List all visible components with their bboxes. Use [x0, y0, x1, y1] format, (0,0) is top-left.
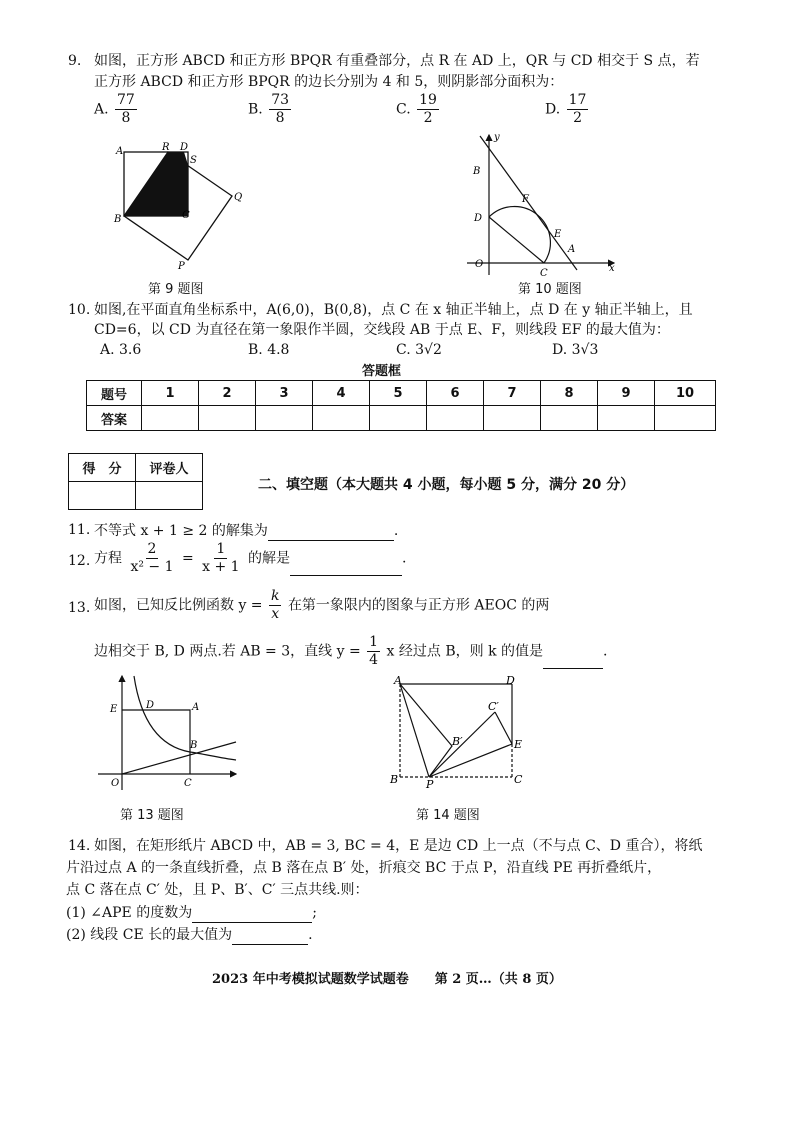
- q11-answer-blank[interactable]: [268, 520, 394, 541]
- q9-option-d: D. $\frac{17}{2}$: [545, 92, 587, 126]
- q13-line1: 如图，已知反比例函数 y = $\frac{k}{x}$ 在第一象限内的图象与正方形 AEOC 的两: [94, 588, 550, 622]
- q10-label-c: C: [540, 268, 548, 278]
- answer-cell[interactable]: [541, 406, 598, 431]
- q13-line2: 边相交于 B, D 两点.若 AB = 3，直线 y = $\frac{1}{4}$ x 经过点 B，则 k 的值是 .: [94, 634, 608, 668]
- q14-label-p: P: [426, 778, 434, 790]
- q14-sub2-answer-blank[interactable]: [232, 924, 308, 945]
- q14-text-line3: 点 C 落在点 C′ 处，且 P、B′、C′ 三点共线.则：: [66, 882, 369, 898]
- q14-label-d: D: [506, 674, 515, 687]
- q13-figure: [96, 672, 241, 794]
- q14-figure: [388, 672, 534, 790]
- answer-box-title: 答题框: [362, 364, 402, 379]
- answer-box-row-label-answer: 答案: [87, 406, 142, 431]
- q9-label-q: Q: [234, 192, 243, 203]
- q14-sub1: (1) ∠APE 的度数为 ;: [66, 902, 317, 923]
- answer-box-number-6: 6: [427, 381, 484, 406]
- q9-caption: 第 9 题图: [148, 282, 204, 297]
- answer-box-number-1: 1: [142, 381, 199, 406]
- q9-label-a: A: [116, 146, 124, 157]
- q10-text-line1: 如图,在平面直角坐标系中，A(6,0)，B(0,8)，点 C 在 x 轴正半轴上，点 D 在 y 轴正半轴上，且: [94, 302, 693, 318]
- q9-label-p: P: [178, 261, 185, 272]
- q14-text-line1: 如图，在矩形纸片 ABCD 中，AB = 3, BC = 4，E 是边 CD 上一点（不与点 C、D 重合），将纸: [94, 838, 703, 854]
- answer-box-number-5: 5: [370, 381, 427, 406]
- q14-caption: 第 14 题图: [416, 808, 480, 823]
- q9-text-line2: 正方形 ABCD 和正方形 BPQR 的边长分别为 4 和 5，则阴影部分面积为：: [94, 74, 564, 90]
- q13-label-e: E: [110, 704, 118, 715]
- q11-text: 不等式 x + 1 ≥ 2 的解集为: [94, 523, 268, 539]
- q14-label-c: C: [514, 773, 523, 786]
- q10-option-c: C. 3√2: [396, 342, 442, 358]
- q13-label-b: B: [190, 740, 198, 751]
- q10-caption: 第 10 题图: [518, 282, 582, 297]
- grader-cell[interactable]: [136, 482, 203, 510]
- section2-title: 二、填空题（本大题共 4 小题，每小题 5 分，满分 20 分）: [258, 477, 635, 493]
- answer-box-number-3: 3: [256, 381, 313, 406]
- q10-label-y: y: [494, 132, 500, 143]
- q13-label-a: A: [192, 702, 200, 713]
- q13-label-c: C: [184, 778, 192, 789]
- score-box: [68, 453, 203, 510]
- q9-label-b: B: [114, 214, 122, 225]
- q10-label-e: E: [554, 229, 562, 240]
- answer-box-number-7: 7: [484, 381, 541, 406]
- q11-number: 11.: [68, 522, 91, 538]
- score-cell[interactable]: [69, 482, 136, 510]
- q9-text-line1: 如图，正方形 ABCD 和正方形 BPQR 有重叠部分，点 R 在 AD 上，QR 与 CD 相交于 S 点，若: [94, 53, 700, 69]
- q10-text-line2: CD=6，以 CD 为直径在第一象限作半圆，交线段 AB 于点 E、F，则线段 EF 的最大值为：: [94, 322, 670, 338]
- q10-label-f: F: [522, 194, 529, 205]
- answer-cell[interactable]: [427, 406, 484, 431]
- q10-number: 10.: [68, 302, 91, 318]
- score-label: 得 分: [69, 454, 136, 482]
- q13-number: 13.: [68, 600, 91, 616]
- q14-number: 14.: [68, 838, 91, 854]
- q13-caption: 第 13 题图: [120, 808, 184, 823]
- q10-label-b: B: [473, 166, 481, 177]
- q9-figure: [110, 138, 250, 273]
- q9-label-s: S: [190, 155, 197, 166]
- q11-line: 不等式 x + 1 ≥ 2 的解集为 .: [94, 520, 398, 541]
- answer-box-number-8: 8: [541, 381, 598, 406]
- q9-label-c: C: [182, 210, 190, 221]
- q12-number: 12.: [68, 553, 91, 569]
- grader-label: 评卷人: [136, 454, 203, 482]
- answer-box-number-4: 4: [313, 381, 370, 406]
- q9-label-r: R: [162, 142, 170, 153]
- q14-label-b: B: [390, 773, 399, 786]
- q10-option-d: D. 3√3: [552, 342, 599, 358]
- q10-label-a: A: [568, 244, 576, 255]
- answer-cell[interactable]: [199, 406, 256, 431]
- q10-label-x: x: [609, 263, 615, 274]
- q13-answer-blank[interactable]: [543, 648, 603, 669]
- q14-label-b-prime: B′: [452, 735, 463, 748]
- q9-number: 9.: [68, 53, 82, 69]
- q10-option-b: B. 4.8: [248, 342, 290, 358]
- q9-label-d: D: [180, 142, 189, 153]
- q12-line: 方程 $\frac{2}{\text{x² − 1}}$ = $\frac{1}{x + 1}$ 的解是 .: [94, 541, 407, 575]
- q14-sub1-answer-blank[interactable]: [192, 902, 312, 923]
- q12-answer-blank[interactable]: [290, 555, 402, 576]
- answer-cell[interactable]: [142, 406, 199, 431]
- answer-cell[interactable]: [484, 406, 541, 431]
- q10-option-a: A. 3.6: [100, 342, 142, 358]
- q14-label-e: E: [514, 738, 523, 751]
- q13-label-d: D: [146, 700, 155, 711]
- q14-text-line2: 片沿过点 A 的一条直线折叠，点 B 落在点 B′ 处，折痕交 BC 于点 P，沿直线 PE 再折叠纸片，: [66, 860, 662, 876]
- q10-figure: [462, 130, 622, 278]
- answer-box-row-label-number: 题号: [87, 381, 142, 406]
- answer-cell[interactable]: [655, 406, 716, 431]
- q13-label-o: O: [111, 778, 120, 789]
- answer-box-table: [86, 380, 716, 431]
- q9-option-a: A. $\frac{77}{8}$: [94, 92, 135, 126]
- q10-label-o: O: [475, 259, 484, 270]
- answer-box-number-9: 9: [598, 381, 655, 406]
- answer-cell[interactable]: [598, 406, 655, 431]
- answer-box-number-2: 2: [199, 381, 256, 406]
- q9-option-c: C. $\frac{19}{2}$: [396, 92, 437, 126]
- answer-cell[interactable]: [313, 406, 370, 431]
- q14-label-c-prime: C′: [488, 700, 499, 713]
- q14-sub2: (2) 线段 CE 长的最大值为 .: [66, 924, 313, 945]
- q14-label-a: A: [394, 674, 402, 687]
- q9-option-b: B. $\frac{73}{8}$: [248, 92, 290, 126]
- q10-label-d: D: [474, 213, 483, 224]
- answer-cell[interactable]: [370, 406, 427, 431]
- page-footer: 2023 年中考模拟试题数学试题卷 第 2 页…（共 8 页）: [212, 972, 562, 987]
- answer-box-number-10: 10: [655, 381, 716, 406]
- answer-cell[interactable]: [256, 406, 313, 431]
